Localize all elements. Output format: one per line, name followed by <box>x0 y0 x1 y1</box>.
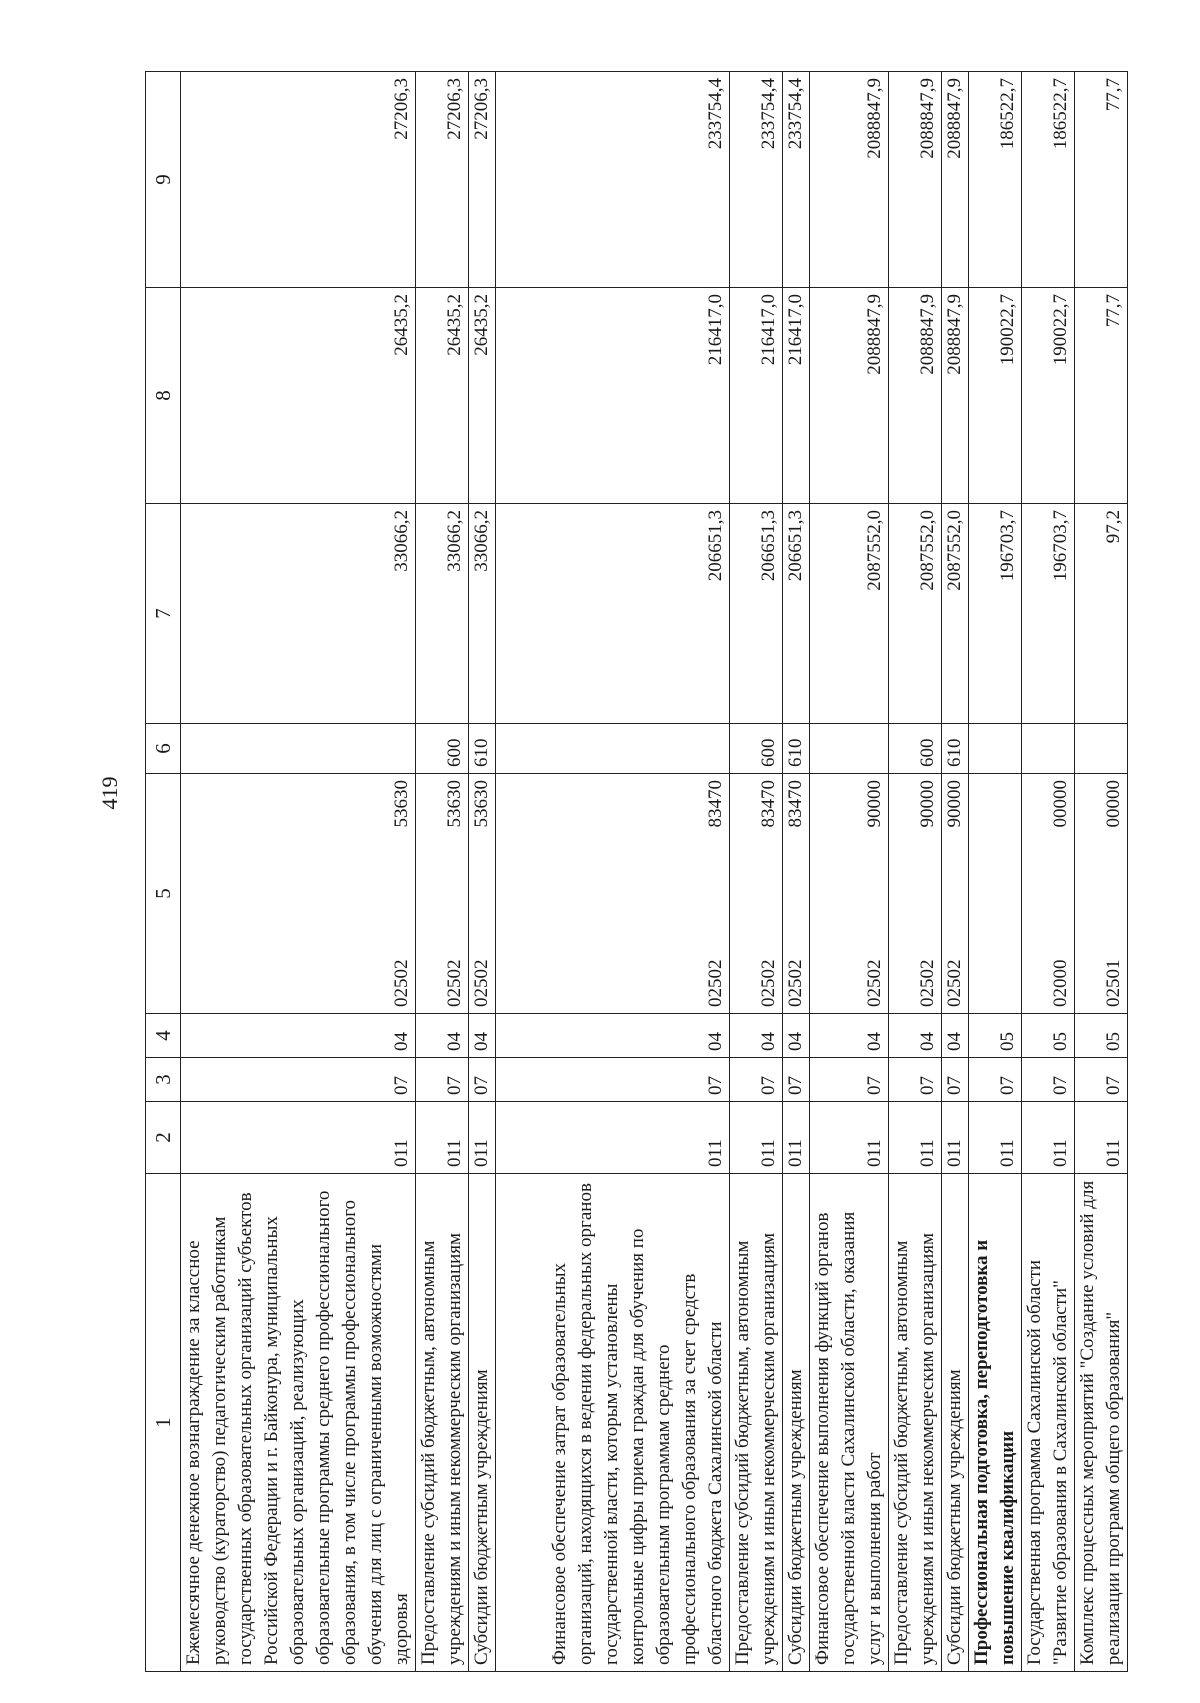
target-article-cell <box>730 774 783 1014</box>
row-name-cell: Субсидии бюджетным учреждениям <box>942 1174 969 1672</box>
expense-type-cell <box>496 724 730 774</box>
amount-year3-cell: 77,7 <box>1075 72 1128 288</box>
row-name-cell: Предоставление субсидий бюджетным, автономным учреждениям и иным некоммерческим организациям <box>889 1174 942 1672</box>
table-row <box>469 72 496 1672</box>
section-cell: 07 <box>469 1058 496 1102</box>
target-article-program: 02502 <box>471 959 492 1007</box>
amount-year1-cell: 33066,2 <box>469 504 496 724</box>
gov-code-cell: 011 <box>469 1102 496 1174</box>
target-article-cell <box>783 774 810 1014</box>
amount-year1-cell: 206651,3 <box>730 504 783 724</box>
row-name-cell: Предоставление субсидий бюджетным, автономным учреждениям и иным некоммерческим организациям <box>416 1174 469 1672</box>
gov-code-cell: 011 <box>969 1102 1022 1174</box>
amount-year1-cell: 2087552,0 <box>889 504 942 724</box>
subsection-cell: 04 <box>942 1014 969 1058</box>
expense-type-cell: 610 <box>942 724 969 774</box>
amount-year1-cell: 97,2 <box>1075 504 1128 724</box>
target-article-program: 02502 <box>917 959 938 1007</box>
amount-year2-cell: 26435,2 <box>469 288 496 504</box>
table-row <box>969 72 1022 1672</box>
table-row <box>942 72 969 1672</box>
target-article-direction: 83470 <box>785 780 806 828</box>
page-number: 419 <box>97 776 122 810</box>
amount-year2-cell: 2088847,9 <box>942 288 969 504</box>
expense-type-cell: 610 <box>783 724 810 774</box>
expense-type-cell <box>1022 724 1075 774</box>
amount-year3-cell: 2088847,9 <box>889 72 942 288</box>
expense-type-cell <box>969 724 1022 774</box>
section-cell: 07 <box>783 1058 810 1102</box>
budget-table <box>145 71 1128 1672</box>
amount-year1-cell: 196703,7 <box>1022 504 1075 724</box>
target-article-code <box>1048 780 1074 1007</box>
amount-year3-cell: 2088847,9 <box>810 72 889 288</box>
target-article-direction: 00000 <box>1050 780 1071 828</box>
subsection-cell: 05 <box>1075 1014 1128 1058</box>
section-cell: 07 <box>730 1058 783 1102</box>
target-article-code <box>389 780 415 1007</box>
row-name-cell: Государственная программа Сахалинской области "Развитие образования в Сахалинской области" <box>1022 1174 1075 1672</box>
gov-code-cell: 011 <box>942 1102 969 1174</box>
gov-code-cell: 011 <box>1075 1102 1128 1174</box>
row-name-cell: Комплекс процессных мероприятий "Создание условий для реализации программ общего образования" <box>1075 1174 1128 1672</box>
table-row <box>783 72 810 1672</box>
target-article-program: 02502 <box>864 959 885 1007</box>
amount-year3-cell: 27206,3 <box>181 72 416 288</box>
target-article-direction: 00000 <box>1103 780 1124 828</box>
amount-year2-cell: 190022,7 <box>1022 288 1075 504</box>
table-row <box>181 72 416 1672</box>
subsection-cell: 04 <box>810 1014 889 1058</box>
section-cell: 07 <box>416 1058 469 1102</box>
target-article-cell <box>1022 774 1075 1014</box>
row-name-cell: Профессиональная подготовка, переподготовка и повышение квалификации <box>969 1174 1022 1672</box>
target-article-cell <box>181 774 416 1014</box>
section-cell: 07 <box>969 1058 1022 1102</box>
target-article-direction: 90000 <box>864 780 885 828</box>
target-article-direction: 53630 <box>391 780 412 828</box>
target-article-program: 02502 <box>944 959 965 1007</box>
amount-year2-cell: 216417,0 <box>783 288 810 504</box>
target-article-program: 02502 <box>705 959 726 1007</box>
subsection-cell: 04 <box>496 1014 730 1058</box>
amount-year1-cell: 33066,2 <box>181 504 416 724</box>
col-header-8: 8 <box>146 288 181 504</box>
target-article-direction: 90000 <box>917 780 938 828</box>
rotated-content <box>145 72 1124 1672</box>
table-row <box>1075 72 1128 1672</box>
amount-year1-cell: 33066,2 <box>416 504 469 724</box>
target-article-code <box>942 780 968 1007</box>
expense-type-cell <box>810 724 889 774</box>
subsection-cell: 04 <box>783 1014 810 1058</box>
amount-year1-cell: 206651,3 <box>783 504 810 724</box>
target-article-cell <box>416 774 469 1014</box>
amount-year2-cell: 77,7 <box>1075 288 1128 504</box>
section-cell: 07 <box>810 1058 889 1102</box>
section-cell: 07 <box>496 1058 730 1102</box>
gov-code-cell: 011 <box>889 1102 942 1174</box>
row-name-cell: Ежемесячное денежное вознаграждение за классное руководство (кураторство) педагогическим работникам государственных образовательных организаций субъектов Российской Федерации и г. Байконура, муниципальных образовательных организаций, реализующих образовательные программы среднего профессионального образования, в том числе программы профессионального обучения для лиц с ограниченными возможностями здоровья <box>181 1174 416 1672</box>
col-header-7: 7 <box>146 504 181 724</box>
table-row <box>889 72 942 1672</box>
target-article-cell <box>889 774 942 1014</box>
target-article-program: 02502 <box>758 959 779 1007</box>
gov-code-cell: 011 <box>730 1102 783 1174</box>
col-header-1: 1 <box>146 1174 181 1672</box>
document-sheet <box>145 72 1124 1672</box>
amount-year3-cell: 2088847,9 <box>942 72 969 288</box>
col-header-2: 2 <box>146 1102 181 1174</box>
gov-code-cell: 011 <box>810 1102 889 1174</box>
target-article-code <box>442 780 468 1007</box>
row-name-cell: Субсидии бюджетным учреждениям <box>469 1174 496 1672</box>
amount-year2-cell: 2088847,9 <box>810 288 889 504</box>
row-name-cell: Предоставление субсидий бюджетным, автономным учреждениям и иным некоммерческим организациям <box>730 1174 783 1672</box>
table-row <box>1022 72 1075 1672</box>
target-article-code <box>783 780 809 1007</box>
table-row <box>810 72 889 1672</box>
subsection-cell: 04 <box>889 1014 942 1058</box>
expense-type-cell: 600 <box>889 724 942 774</box>
amount-year3-cell: 27206,3 <box>416 72 469 288</box>
col-header-6: 6 <box>146 724 181 774</box>
subsection-cell: 05 <box>1022 1014 1075 1058</box>
target-article-cell <box>1075 774 1128 1014</box>
amount-year3-cell: 233754,4 <box>783 72 810 288</box>
gov-code-cell: 011 <box>783 1102 810 1174</box>
amount-year2-cell: 2088847,9 <box>889 288 942 504</box>
expense-type-cell: 600 <box>730 724 783 774</box>
amount-year3-cell: 186522,7 <box>1022 72 1075 288</box>
amount-year3-cell: 186522,7 <box>969 72 1022 288</box>
section-cell: 07 <box>1075 1058 1128 1102</box>
target-article-cell <box>810 774 889 1014</box>
target-article-code <box>756 780 782 1007</box>
expense-type-cell: 610 <box>469 724 496 774</box>
target-article-code <box>1101 780 1127 1007</box>
target-article-direction: 83470 <box>758 780 779 828</box>
col-header-4: 4 <box>146 1014 181 1058</box>
target-article-cell <box>496 774 730 1014</box>
amount-year1-cell: 206651,3 <box>496 504 730 724</box>
section-cell: 07 <box>889 1058 942 1102</box>
table-row <box>496 72 730 1672</box>
target-article-cell <box>969 774 1022 1014</box>
amount-year2-cell: 216417,0 <box>730 288 783 504</box>
amount-year2-cell: 216417,0 <box>496 288 730 504</box>
amount-year3-cell: 233754,4 <box>496 72 730 288</box>
target-article-program: 02502 <box>391 959 412 1007</box>
expense-type-cell <box>181 724 416 774</box>
amount-year2-cell: 190022,7 <box>969 288 1022 504</box>
table-row <box>730 72 783 1672</box>
target-article-direction: 53630 <box>444 780 465 828</box>
gov-code-cell: 011 <box>496 1102 730 1174</box>
target-article-code <box>469 780 495 1007</box>
target-article-direction: 53630 <box>471 780 492 828</box>
target-article-direction: 90000 <box>944 780 965 828</box>
table-row <box>416 72 469 1672</box>
subsection-cell: 05 <box>969 1014 1022 1058</box>
target-article-code <box>862 780 888 1007</box>
subsection-cell: 04 <box>416 1014 469 1058</box>
row-name-cell: Финансовое обеспечение выполнения функций органов государственной власти Сахалинской области, оказания услуг и выполнения работ <box>810 1174 889 1672</box>
expense-type-cell <box>1075 724 1128 774</box>
section-cell: 07 <box>1022 1058 1075 1102</box>
col-header-3: 3 <box>146 1058 181 1102</box>
gov-code-cell: 011 <box>181 1102 416 1174</box>
target-article-program: 02502 <box>785 959 806 1007</box>
gov-code-cell: 011 <box>416 1102 469 1174</box>
amount-year1-cell: 2087552,0 <box>942 504 969 724</box>
subsection-cell: 04 <box>181 1014 416 1058</box>
target-article-code <box>703 780 729 1007</box>
target-article-program: 02000 <box>1050 959 1071 1007</box>
table-body <box>181 72 1128 1672</box>
amount-year3-cell: 233754,4 <box>730 72 783 288</box>
amount-year1-cell: 2087552,0 <box>810 504 889 724</box>
target-article-code <box>915 780 941 1007</box>
target-article-cell <box>942 774 969 1014</box>
amount-year2-cell: 26435,2 <box>181 288 416 504</box>
subsection-cell: 04 <box>469 1014 496 1058</box>
col-header-9: 9 <box>146 72 181 288</box>
target-article-direction: 83470 <box>705 780 726 828</box>
target-article-program: 02501 <box>1103 959 1124 1007</box>
col-header-5: 5 <box>146 774 181 1014</box>
section-cell: 07 <box>181 1058 416 1102</box>
gov-code-cell: 011 <box>1022 1102 1075 1174</box>
target-article-cell <box>469 774 496 1014</box>
row-name-cell: Финансовое обеспечение затрат образовательных организаций, находящихся в ведении федеральных органов государственной власти, которым установлены контрольные цифры приема граждан для обучения по образовательным программам среднего профессионального образования за счет средств областного бюджета Сахалинской области <box>496 1174 730 1672</box>
target-article-program: 02502 <box>444 959 465 1007</box>
amount-year3-cell: 27206,3 <box>469 72 496 288</box>
amount-year2-cell: 26435,2 <box>416 288 469 504</box>
row-name-cell: Субсидии бюджетным учреждениям <box>783 1174 810 1672</box>
expense-type-cell: 600 <box>416 724 469 774</box>
header-row <box>146 72 181 1672</box>
amount-year1-cell: 196703,7 <box>969 504 1022 724</box>
subsection-cell: 04 <box>730 1014 783 1058</box>
section-cell: 07 <box>942 1058 969 1102</box>
